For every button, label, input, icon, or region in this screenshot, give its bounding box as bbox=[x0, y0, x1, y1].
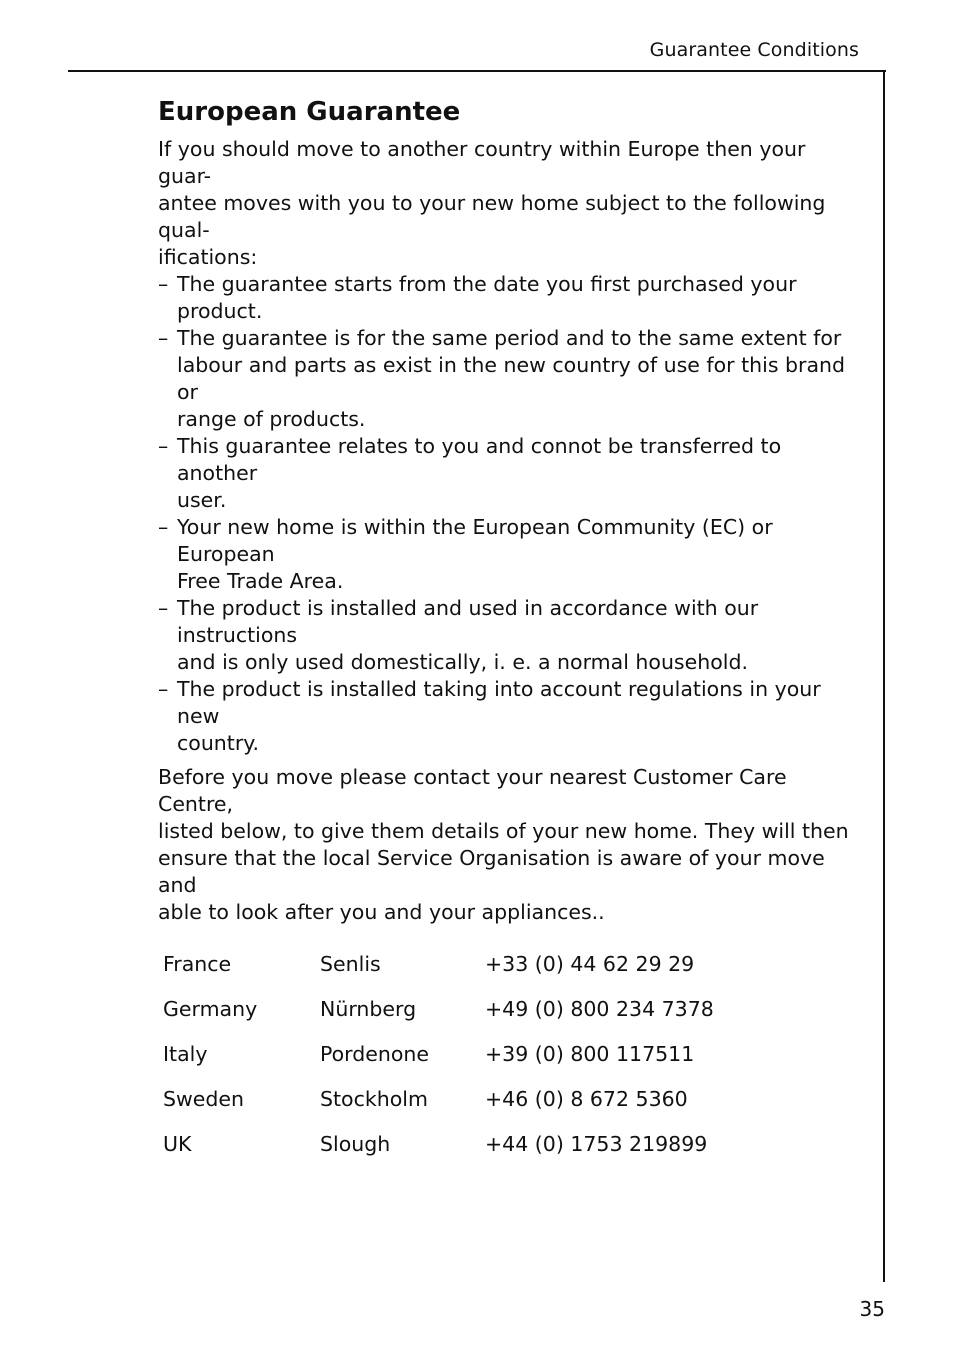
table-row bbox=[163, 1041, 864, 1086]
closing-line: Before you move please contact your nearest Customer Care Centre, bbox=[158, 765, 787, 816]
list-item-line: This guarantee relates to you and connot be transferred to another bbox=[177, 434, 782, 485]
list-item-line: and is only used domestically, i. e. a normal household. bbox=[177, 650, 748, 674]
phone-cell: +44 (0) 1753 219899 bbox=[485, 1132, 708, 1156]
list-item-line: Your new home is within the European Community (EC) or European bbox=[177, 515, 773, 566]
list-item bbox=[158, 676, 864, 757]
closing-line: ensure that the local Service Organisation is aware of your move and bbox=[158, 846, 825, 897]
city-cell: Nürnberg bbox=[320, 997, 417, 1021]
qualifications-list bbox=[158, 271, 864, 757]
bullet-dash: – bbox=[158, 596, 169, 620]
bullet-dash: – bbox=[158, 677, 169, 701]
intro-paragraph bbox=[158, 136, 864, 271]
margin-rule bbox=[883, 70, 885, 1282]
bullet-dash: – bbox=[158, 434, 169, 458]
list-item-line: The product is installed taking into account regulations in your new bbox=[177, 677, 821, 728]
list-item bbox=[158, 595, 864, 676]
closing-line: listed below, to give them details of your new home. They will then bbox=[158, 819, 849, 843]
main-content bbox=[158, 94, 864, 1176]
list-item-line: The guarantee starts from the date you first purchased your product. bbox=[177, 272, 797, 323]
bullet-dash: – bbox=[158, 326, 169, 350]
page-number: 35 bbox=[859, 1297, 885, 1321]
country-cell: Sweden bbox=[163, 1087, 245, 1111]
country-cell: France bbox=[163, 952, 232, 976]
intro-line: If you should move to another country within Europe then your guar- bbox=[158, 137, 806, 188]
table-row bbox=[163, 951, 864, 996]
list-item-line: Free Trade Area. bbox=[177, 569, 344, 593]
city-cell: Stockholm bbox=[320, 1087, 428, 1111]
country-cell: UK bbox=[163, 1132, 192, 1156]
city-cell: Pordenone bbox=[320, 1042, 430, 1066]
list-item-line: user. bbox=[177, 488, 227, 512]
contact-table bbox=[163, 951, 864, 1176]
list-item-line: The product is installed and used in accordance with our instructions bbox=[177, 596, 759, 647]
closing-line: able to look after you and your appliances.. bbox=[158, 900, 605, 924]
list-item-line: country. bbox=[177, 731, 259, 755]
country-cell: Italy bbox=[163, 1042, 208, 1066]
list-item bbox=[158, 271, 864, 325]
intro-line: ifications: bbox=[158, 245, 258, 269]
phone-cell: +46 (0) 8 672 5360 bbox=[485, 1087, 688, 1111]
list-item bbox=[158, 325, 864, 433]
country-cell: Germany bbox=[163, 997, 258, 1021]
list-item-line: labour and parts as exist in the new country of use for this brand or bbox=[177, 353, 846, 404]
table-row bbox=[163, 1086, 864, 1131]
closing-paragraph bbox=[158, 764, 864, 926]
running-header: Guarantee Conditions bbox=[649, 39, 859, 61]
list-item-line: The guarantee is for the same period and to the same extent for bbox=[177, 326, 842, 350]
table-row bbox=[163, 1131, 864, 1176]
list-item bbox=[158, 514, 864, 595]
list-item-line: range of products. bbox=[177, 407, 366, 431]
intro-line: antee moves with you to your new home subject to the following qual- bbox=[158, 191, 826, 242]
table-row bbox=[163, 996, 864, 1041]
list-item bbox=[158, 433, 864, 514]
city-cell: Slough bbox=[320, 1132, 391, 1156]
bullet-dash: – bbox=[158, 272, 169, 296]
header-rule bbox=[68, 70, 886, 72]
bullet-dash: – bbox=[158, 515, 169, 539]
city-cell: Senlis bbox=[320, 952, 381, 976]
phone-cell: +33 (0) 44 62 29 29 bbox=[485, 952, 695, 976]
phone-cell: +49 (0) 800 234 7378 bbox=[485, 997, 714, 1021]
page-title: European Guarantee bbox=[158, 97, 461, 127]
phone-cell: +39 (0) 800 117511 bbox=[485, 1042, 695, 1066]
